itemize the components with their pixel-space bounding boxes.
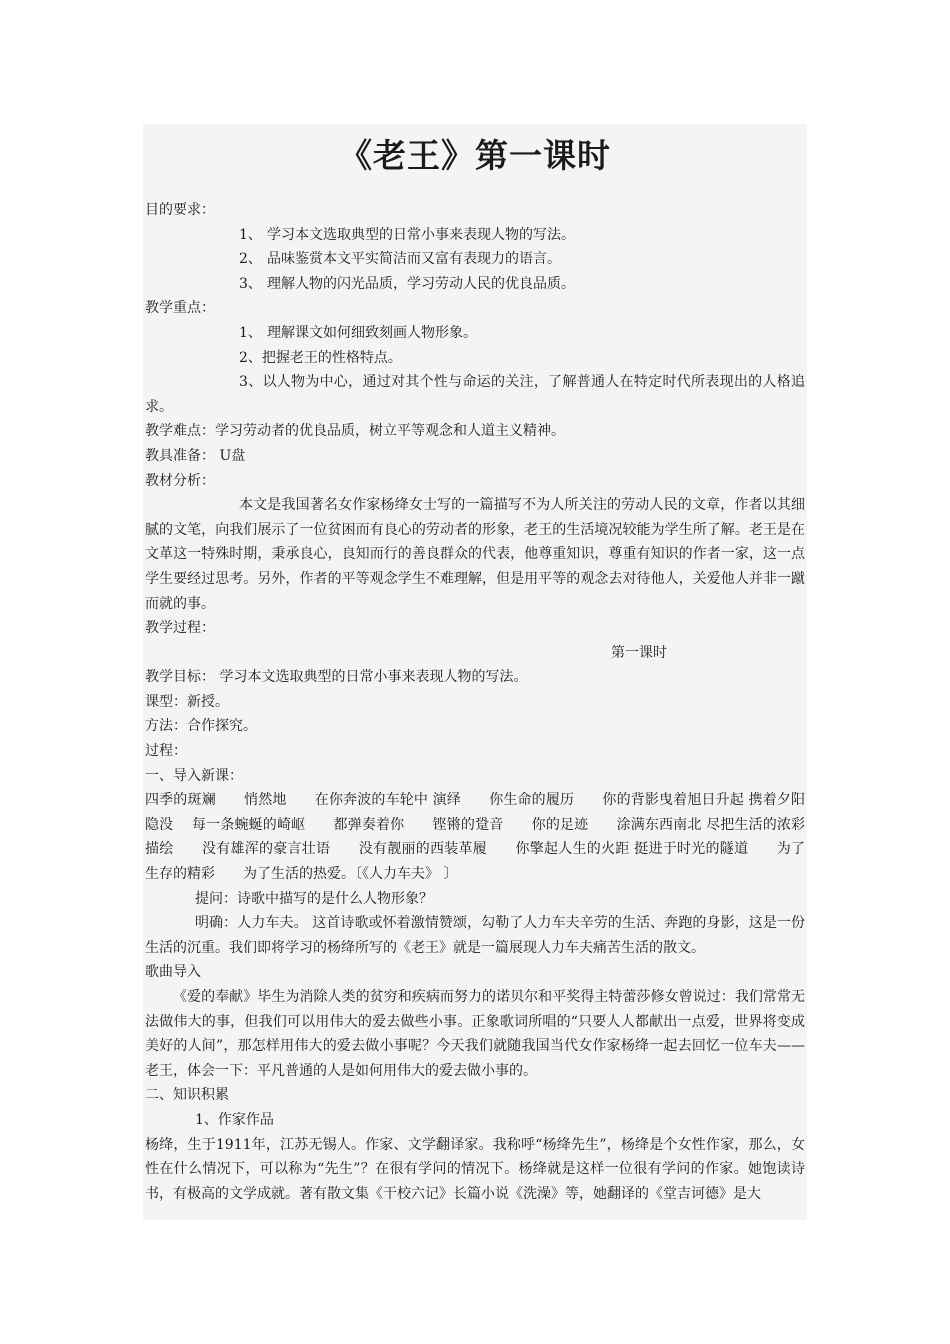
focus-heading: 教学重点： [145, 300, 215, 317]
lesson-label: 第一课时 [611, 644, 667, 661]
analysis-paragraph: 本文是我国著名女作家杨绛女士写的一篇描写不为人所关注的劳动人民的文章，作者以其细腻的文笔，向我们展示了一位贫困而有良心的劳动者的形象，老王的生活境况较能为学生所了解。老王是在文革这一特殊时期，秉承良心，良知而行的善良群众的代表，他尊重知识，尊重有知识的作者一家，这一点学生要经过思考。另外，作者的平等观念学生不难理解，但是用平等的观念去对待他人，关爱他人并非一蹴而就的事。 [145, 497, 805, 612]
knowledge-heading: 二、知识积累 [145, 1087, 229, 1104]
focus-item: 3、以人物为中心，通过对其个性与命运的关注，了解普通人在特定时代所表现出的人格追求。 [145, 374, 805, 415]
analysis-heading: 教材分析： [145, 472, 215, 489]
goal-text: 品味鉴赏本文平实简洁而又富有表现力的语言。 [267, 251, 561, 268]
goal-num: 3、 [239, 275, 262, 292]
song-heading: 歌曲导入 [145, 964, 201, 981]
goal-num: 1、 [239, 226, 262, 243]
goal-num: 2、 [239, 251, 262, 268]
focus-text: 理解课文如何细致刻画人物形象。 [267, 324, 477, 341]
goal-item [145, 247, 805, 272]
page-title: 《老王》第一课时 [339, 136, 611, 175]
tools-line: 教具准备： U盘 [145, 447, 246, 464]
answer-paragraph: 明确：人力车夫。 这首诗歌或怀着激情赞颂，勾勒了人力车夫辛劳的生活、奔跑的身影，这是一份生活的沉重。我们即将学习的杨绛所写的《老王》就是一篇展现人力车夫痛苦生活的散文。 [145, 915, 805, 956]
method-line: 方法：合作探究。 [145, 718, 257, 735]
author-paragraph: 杨绛，生于1911年，江苏无锡人。作家、文学翻译家。我称呼“杨绛先生”，杨绛是个女性作家，那么，女性在什么情况下，可以称为“先生”？在很有学问的情况下。杨绛就是这样一位很有学问的作家。她饱读诗书，有极高的文学成就。著有散文集《干校六记》长篇小说《洗澡》等，她翻译的《堂吉诃德》是大 [145, 1136, 805, 1202]
poem-paragraph: 四季的斑斓 悄然地 在你奔波的车轮中 演绎 你生命的履历 你的背影曳着旭日升起 携着夕阳隐没 每一条蜿蜒的崎岖 都弹奏着你 铿锵的跫音 你的足迹 涂满东西南北 尽把生活的浓彩描绘 没有雄浑的豪言壮语 没有靓丽的西装革履 你擎起人生的火距 挺进于时光的隧道 为了生存的精彩 为了生活的热爱。〔《人力车夫》 〕 [145, 792, 805, 883]
type-line: 课型：新授。 [145, 693, 229, 710]
song-paragraph: 《爱的奉献》毕生为消除人类的贫穷和疾病而努力的诺贝尔和平奖得主特蕾莎修女曾说过：我们常常无法做伟大的事，但我们可以用伟大的爱去做些小事。正象歌词所唱的“只要人人都献出一点爱，世界将变成美好的人间”，那怎样用伟大的爱去做小事呢？今天我们就随我国当代女作家杨绛一起去回忆一位车夫——老王，体会一下：平凡普通的人是如何用伟大的爱去做小事的。 [145, 989, 805, 1079]
target-line: 教学目标： 学习本文选取典型的日常小事来表现人物的写法。 [145, 669, 528, 686]
document-page [143, 124, 807, 1220]
intro-heading: 一、导入新课： [145, 767, 243, 784]
goal-text: 理解人物的闪光品质，学习劳动人民的优良品质。 [267, 275, 575, 292]
focus-item [145, 321, 805, 346]
goal-item [145, 272, 805, 297]
author-heading: 1、作家作品 [195, 1111, 274, 1128]
steps-line: 过程： [145, 743, 187, 760]
goal-item [145, 223, 805, 248]
focus-item: 2、把握老王的性格特点。 [239, 349, 402, 366]
goals-heading: 目的要求： [145, 202, 215, 218]
process-heading: 教学过程： [145, 620, 215, 637]
goal-text: 学习本文选取典型的日常小事来表现人物的写法。 [267, 226, 575, 243]
focus-num: 1、 [239, 324, 262, 341]
document-body [145, 198, 805, 1206]
question-line: 提问：诗歌中描写的是什么人物形象？ [195, 890, 433, 907]
difficulty-line: 教学难点：学习劳动者的优良品质，树立平等观念和人道主义精神。 [145, 423, 565, 440]
